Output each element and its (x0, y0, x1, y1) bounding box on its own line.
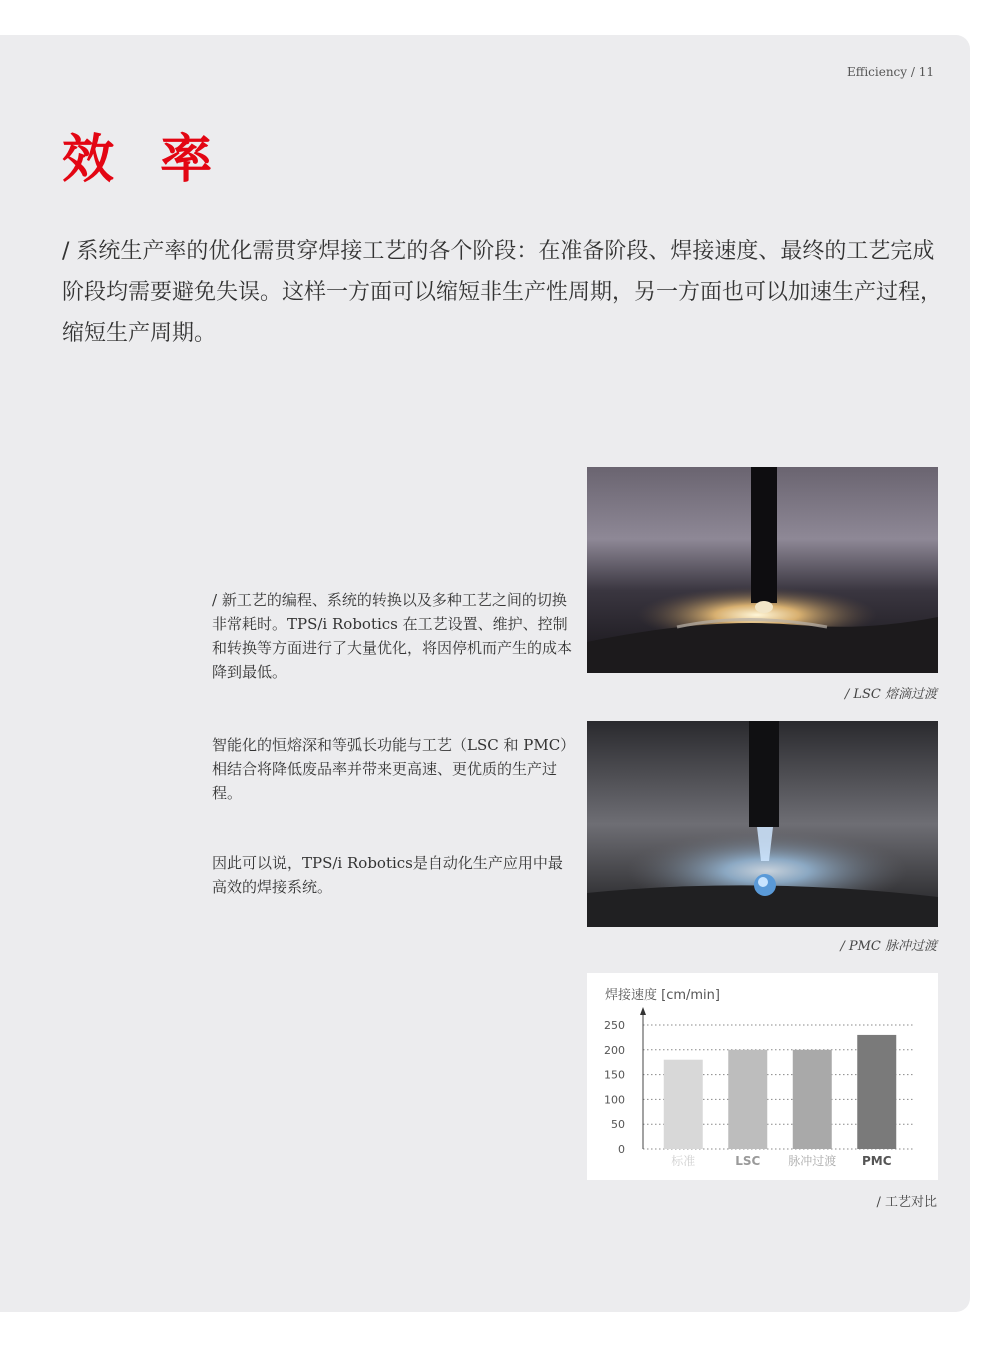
lsc-photo-caption: / LSC 熔滴过渡 (844, 687, 937, 702)
chart-y-tick-label: 200 (604, 1043, 625, 1057)
body-paragraph-3: 因此可以说，TPS/i Robotics是自动化生产应用中最高效的焊接系统。 (212, 854, 563, 896)
chart-y-tick-label: 0 (618, 1143, 625, 1156)
chart-y-axis-label: 焊接速度 [cm/min] (605, 988, 720, 1003)
chart-x-tick-label: 标准 (671, 1154, 696, 1168)
chart-y-tick-label: 150 (604, 1068, 625, 1082)
chart-bar (664, 1060, 703, 1149)
process-comparison-chart (587, 973, 938, 1180)
chart-bar (793, 1050, 832, 1149)
page-title: 效 率 (62, 130, 227, 190)
page-header-label: Efficiency / 11 (847, 65, 934, 79)
chart-svg (587, 973, 938, 1180)
lsc-welding-photo (587, 467, 938, 673)
pmc-welding-photo (587, 721, 938, 927)
body-paragraph-1: / 新工艺的编程、系统的转换以及多种工艺之间的切换非常耗时。TPS/i Robotics 在工艺设置、维护、控制和转换等方面进行了大量优化，将因停机而产生的成本降到最低。 (212, 591, 573, 681)
chart-y-tick-label: 100 (604, 1093, 625, 1107)
chart-x-tick-label: PMC (861, 1154, 892, 1168)
pmc-photo-caption: / PMC 脉冲过渡 (840, 939, 937, 954)
chart-x-tick-label: 脉冲过渡 (788, 1154, 837, 1168)
body-paragraph-2: 智能化的恒熔深和等弧长功能与工艺（LSC 和 PMC）相结合将降低废品率并带来更高速、更优质的生产过程。 (212, 736, 568, 802)
chart-bar (728, 1050, 767, 1149)
chart-y-axis-arrow (640, 1007, 646, 1015)
page-panel (0, 35, 970, 1312)
chart-y-tick-label: 50 (611, 1118, 625, 1132)
chart-caption: / 工艺对比 (876, 1195, 937, 1210)
chart-x-tick-label: LSC (735, 1154, 761, 1168)
intro-paragraph: / 系统生产率的优化需贯穿焊接工艺的各个阶段：在准备阶段、焊接速度、最终的工艺完成阶段均需要避免失误。这样一方面可以缩短非生产性周期，另一方面也可以加速生产过程，缩短生产周期。 (62, 239, 943, 346)
chart-bar (857, 1035, 896, 1149)
chart-y-tick-label: 250 (604, 1019, 625, 1032)
